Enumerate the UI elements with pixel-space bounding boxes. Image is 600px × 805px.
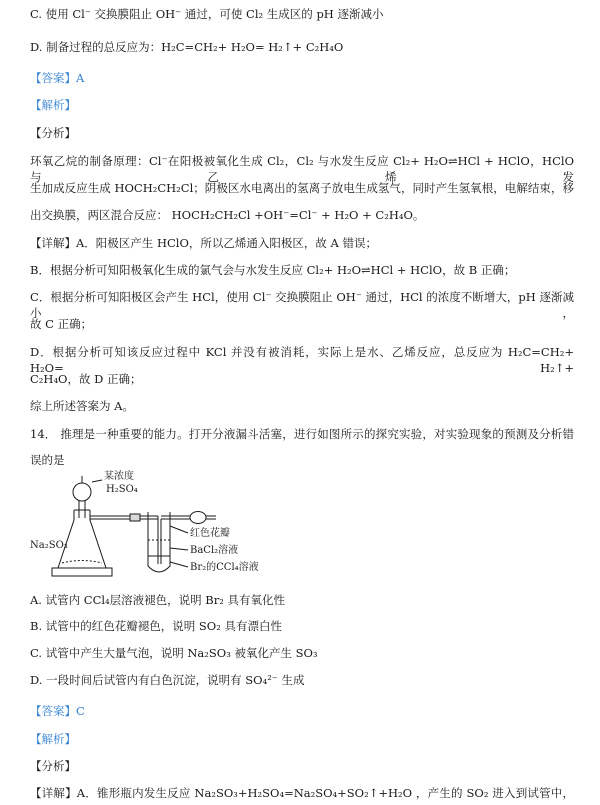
bacl2-label: BaCl₂溶液 xyxy=(190,545,239,556)
analysis-text-3: 出交换膜，两区混合反应： HOCH₂CH₂Cl +OH⁻=Cl⁻ + H₂O + C₂H₄O。 xyxy=(30,208,425,222)
summary: 综上所述答案为 A。 xyxy=(30,399,134,413)
acid-label: 某浓度 xyxy=(104,471,134,482)
rubber-connector xyxy=(130,514,140,521)
q14-option-a: A. 试管内 CCl₄层溶液褪色，说明 Br₂ 具有氧化性 xyxy=(30,593,286,607)
drying-bulb xyxy=(190,512,206,524)
detail-c-2: 故 C 正确； xyxy=(30,317,93,331)
funnel-bulb xyxy=(73,483,91,501)
detail-b: B．根据分析可知阳极氧化生成的氯气会与水发生反应 Cl₂+ H₂O⇌HCl + HClO，故 B 正确； xyxy=(30,263,516,277)
q14-answer-tag: 【答案】C xyxy=(30,704,85,718)
q14-analysis-tag: 【解析】 xyxy=(30,732,76,746)
acid-formula-label: H₂SO₄ xyxy=(106,484,138,495)
analysis-text-1: 环氧乙烷的制备原理：Cl⁻在阳极被氧化生成 Cl₂，Cl₂ 与水发生反应 Cl₂+ H₂O⇌HCl + HClO，HClO 与乙烯发 xyxy=(30,154,574,184)
detail-a: 【详解】A．阳极区产生 HClO，所以乙烯通入阳极区，故 A 错误； xyxy=(30,236,378,250)
question-14-line-1: 14． 推理是一种重要的能力。打开分液漏斗活塞，进行如图所示的探究实验，对实验现象的预测及分析错 xyxy=(30,427,574,441)
detail-d-2: C₂H₄O，故 D 正确； xyxy=(30,372,142,386)
question-14-line-2: 误的是 xyxy=(30,453,65,467)
option-d-line: D. 制备过程的总反应为：H₂C=CH₂+ H₂O= H₂↑+ C₂H₄O xyxy=(30,40,344,54)
solid-label: Na₂SO₃ xyxy=(30,540,68,551)
flask-base xyxy=(52,568,112,576)
q14-option-c: C. 试管中产生大量气泡，说明 Na₂SO₃ 被氧化产生 SO₃ xyxy=(30,646,318,660)
answer-tag: 【答案】A xyxy=(30,71,85,85)
q14-option-d: D. 一段时间后试管内有白色沉淀，说明有 SO₄²⁻ 生成 xyxy=(30,673,305,687)
analysis-tag: 【解析】 xyxy=(30,98,76,112)
petal-label: 红色花瓣 xyxy=(190,528,230,539)
detail-d-1: D．根据分析可知该反应过程中 KCl 并没有被消耗，实际上是水、乙烯反应，总反应为 H₂C=CH₂+ H₂O= H₂↑+ xyxy=(30,345,574,375)
detail-c-1: C．根据分析可知阳极区会产生 HCl，使用 Cl⁻ 交换膜阻止 OH⁻ 通过，HCl 的浓度不断增大，pH 逐渐减小， xyxy=(30,290,574,320)
test-tube xyxy=(148,512,170,572)
analysis-text-2: 生加成反应生成 HOCH₂CH₂Cl；阴极区水电离出的氢离子放电生成氢气，同时产生氢氧根，电解结束，移 xyxy=(30,181,574,195)
apparatus-figure xyxy=(30,470,450,582)
q14-detail-a: 【详解】A．锥形瓶内发生反应 Na₂SO₃+H₂SO₄=Na₂SO₄+SO₂↑+H₂O ，产生的 SO₂ 进入到试管中， xyxy=(30,786,574,800)
q14-fenxi-tag: 【分析】 xyxy=(30,759,76,773)
q14-option-b: B. 试管中的红色花瓣褪色，说明 SO₂ 具有漂白性 xyxy=(30,619,282,633)
option-c-line: C. 使用 Cl⁻ 交换膜阻止 OH⁻ 通过，可使 Cl₂ 生成区的 pH 逐渐减小 xyxy=(30,7,384,21)
fenxi-tag: 【分析】 xyxy=(30,126,76,140)
br2-label: Br₂的CCl₄溶液 xyxy=(190,562,259,573)
